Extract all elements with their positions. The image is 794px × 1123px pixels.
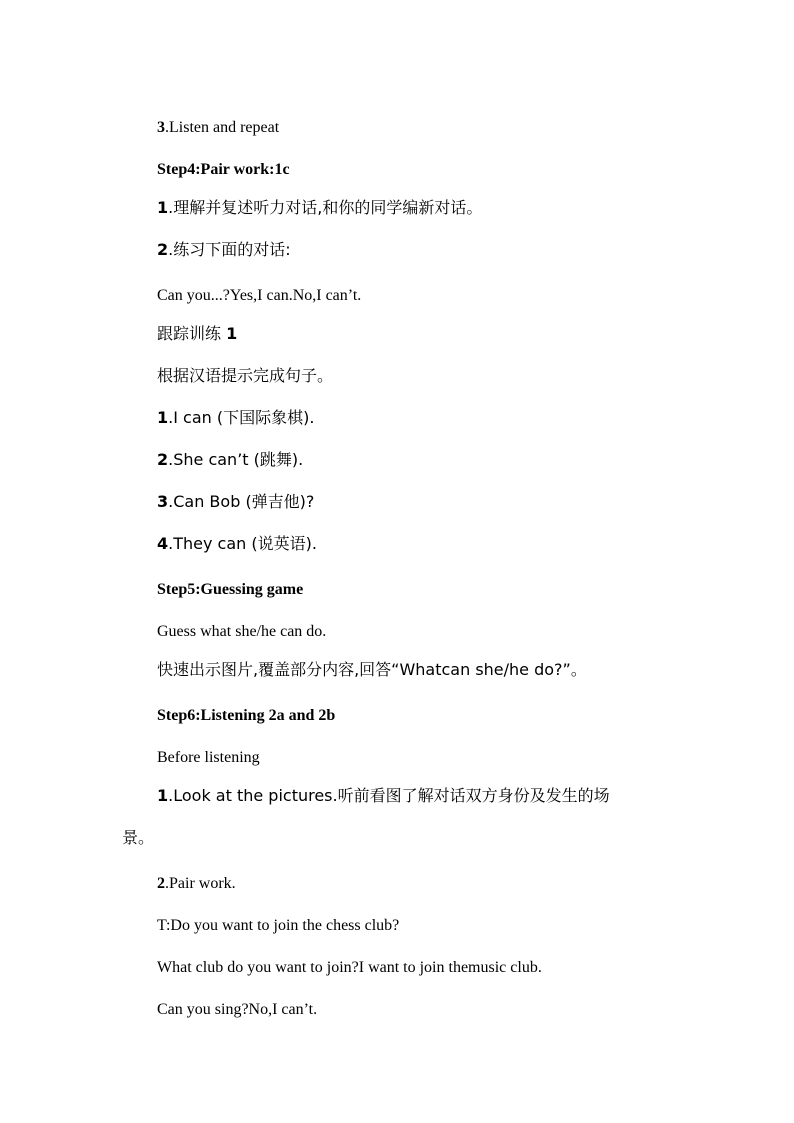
line-text: T:Do you want to join the chess club? xyxy=(157,917,400,934)
item-number: 4 xyxy=(157,534,169,553)
item-number: 1 xyxy=(157,786,169,805)
line-text: Guess what she/he can do. xyxy=(157,623,327,640)
heading-text: Step6:Listening 2a and 2b xyxy=(157,707,336,724)
line-text: .They can (说英语). xyxy=(168,534,317,553)
item-number: 2 xyxy=(157,240,169,259)
line-text: Before listening xyxy=(157,749,260,766)
step4-item-2 xyxy=(157,240,291,260)
practice-heading xyxy=(157,324,237,344)
line-text: What club do you want to join?I want to join themusic club. xyxy=(157,959,542,976)
line-text: Can you sing?No,I can’t. xyxy=(157,1001,318,1018)
dialogue-line-1 xyxy=(157,916,399,936)
line-text: .She can’t (跳舞). xyxy=(168,450,304,469)
line-text: .Can Bob (弹吉他)? xyxy=(168,492,315,511)
line-text: .理解并复述听力对话,和你的同学编新对话。 xyxy=(168,198,483,217)
item-number: 1 xyxy=(157,408,169,427)
line-text: .Pair work. xyxy=(165,875,236,892)
item-number: 1 xyxy=(157,198,169,217)
exercise-item-2 xyxy=(157,450,303,470)
heading-step6 xyxy=(157,706,335,726)
listening-item-1 xyxy=(157,786,610,806)
before-listening-label xyxy=(157,748,260,768)
item-number: 3 xyxy=(157,119,165,136)
heading-text: Step4:Pair work:1c xyxy=(157,161,290,178)
line-text: .Listen and repeat xyxy=(165,119,280,136)
line-text: .I can (下国际象棋). xyxy=(168,408,315,427)
listening-item-2 xyxy=(157,874,236,894)
exercise-item-1 xyxy=(157,408,314,428)
guessing-instruction xyxy=(157,660,587,680)
heading-text: Step5:Guessing game xyxy=(157,581,304,598)
line-text: 景。 xyxy=(122,828,155,847)
line-text: .练习下面的对话: xyxy=(168,240,291,259)
dialogue-line-2 xyxy=(157,958,542,978)
heading-step5 xyxy=(157,580,303,600)
step4-item-1 xyxy=(157,198,482,218)
heading-step4 xyxy=(157,160,290,180)
line-text: 跟踪训练 xyxy=(157,324,227,343)
instruction-listen-repeat xyxy=(157,118,279,138)
item-number: 2 xyxy=(157,450,169,469)
practice-instruction xyxy=(157,366,333,386)
item-number: 3 xyxy=(157,492,169,511)
practice-number: 1 xyxy=(226,324,238,343)
listening-item-1-continued xyxy=(122,828,154,848)
item-number: 2 xyxy=(157,875,165,892)
line-text: 根据汉语提示完成句子。 xyxy=(157,366,334,385)
dialogue-line-3 xyxy=(157,1000,317,1020)
line-text: .Look at the pictures.听前看图了解对话双方身份及发生的场 xyxy=(168,786,610,805)
line-text: Can you...?Yes,I can.No,I can’t. xyxy=(157,287,362,304)
exercise-item-3 xyxy=(157,492,314,512)
exercise-item-4 xyxy=(157,534,317,554)
guessing-prompt xyxy=(157,622,326,642)
dialogue-pattern xyxy=(157,286,361,306)
line-text: 快速出示图片,覆盖部分内容,回答“Whatcan she/he do?”。 xyxy=(157,660,587,679)
